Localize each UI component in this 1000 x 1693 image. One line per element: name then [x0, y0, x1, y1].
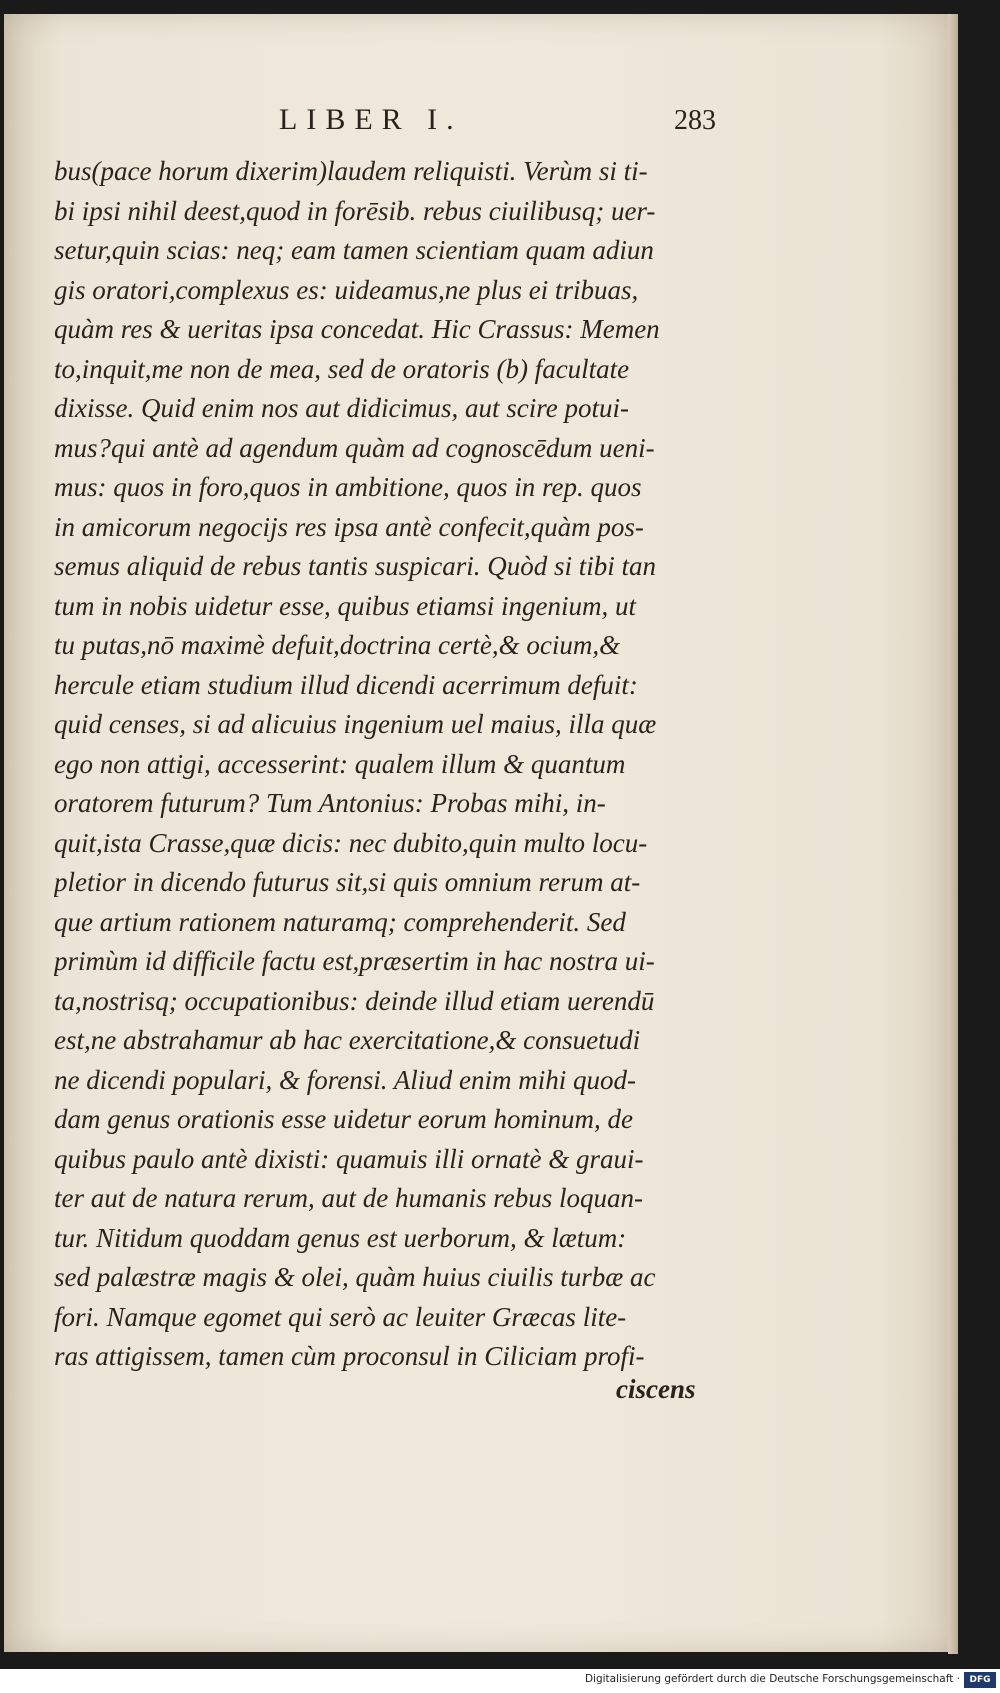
- text-line: setur,quin scias: neq; eam tamen scientiam quam adiun: [54, 235, 654, 265]
- footer-credit: Digitalisierung gefördert durch die Deutsche Forschungsgemeinschaft ·: [584, 1673, 960, 1685]
- text-block: [54, 152, 722, 1377]
- text-line: in amicorum negocijs res ipsa antè confecit,quàm pos-: [54, 511, 644, 542]
- text-line: dixisse. Quid enim nos aut didicimus, aut scire potui-: [54, 393, 629, 423]
- text-line: sed palæstræ magis & olei, quàm huius ciuilis turbæ ac: [54, 1262, 656, 1292]
- text-line: tur. Nitidum quoddam genus est uerborum, & lætum:: [54, 1222, 627, 1253]
- text-line: bi ipsi nihil deest,quod in forēsib. rebus ciuilibusq; uer-: [54, 195, 656, 226]
- text-line: oratorem futurum? Tum Antonius: Probas mihi, in-: [54, 788, 606, 818]
- catchword: ciscens: [616, 1374, 696, 1404]
- text-line: bus(pace horum dixerim)laudem reliquisti. Verùm si ti-: [54, 156, 648, 186]
- text-line: to,inquit,me non de mea, sed de oratoris (b) facultate: [54, 353, 630, 384]
- text-line: quàm res & ueritas ipsa concedat. Hic Crassus: Memen: [54, 314, 660, 344]
- book-page: [4, 14, 952, 1652]
- running-head: [64, 89, 714, 137]
- text-line: ne dicendi populari, & forensi. Aliud enim mihi quod-: [54, 1064, 636, 1095]
- text-line: quid censes, si ad alicuius ingenium uel maius, illa quæ: [54, 709, 657, 739]
- text-line: est,ne abstrahamur ab hac exercitatione,& consuetudi: [54, 1025, 641, 1055]
- text-line: primùm id difficile factu est,præsertim in hac nostra ui-: [54, 946, 655, 976]
- page-edge: [948, 14, 958, 1654]
- text-line: mus?qui antè ad agendum quàm ad cognoscēdum ueni-: [54, 432, 655, 463]
- text-line: mus: quos in foro,quos in ambitione, quos in rep. quos: [54, 472, 642, 502]
- text-line: pletior in dicendo futurus sit,si quis omnium rerum at-: [54, 867, 641, 897]
- text-line: tum in nobis uidetur esse, quibus etiamsi ingenium, ut: [54, 590, 636, 621]
- text-line: semus aliquid de rebus tantis suspicari. Quòd si tibi tan: [54, 551, 657, 581]
- text-line: ras attigissem, tamen cùm proconsul in Ciliciam profi-: [54, 1341, 645, 1371]
- text-line: ter aut de natura rerum, aut de humanis rebus loquan-: [54, 1183, 643, 1213]
- text-line: gis oratori,complexus es: uideamus,ne plus ei tribuas,: [54, 274, 639, 305]
- running-title: LIBER I.: [279, 103, 463, 136]
- text-line: quit,ista Crasse,quæ dicis: nec dubito,quin multo locu-: [54, 827, 648, 858]
- text-line: tu putas,nō maximè defuit,doctrina certè,& ocium,&: [54, 630, 621, 660]
- text-line: que artium rationem naturamq; comprehenderit. Sed: [54, 906, 626, 937]
- dfg-logo: DFG: [964, 1672, 996, 1688]
- text-line: fori. Namque egomet qui serò ac leuiter Græcas lite-: [54, 1301, 627, 1332]
- text-line: quibus paulo antè dixisti: quamuis illi ornatè & graui-: [54, 1143, 644, 1174]
- page-number: 283: [674, 105, 716, 136]
- digitization-footer: [0, 1669, 1000, 1693]
- text-line: ego non attigi, accesserint: qualem illum & quantum: [54, 748, 626, 779]
- text-line: hercule etiam studium illud dicendi acerrimum defuit:: [54, 669, 638, 700]
- text-line: dam genus orationis esse uidetur eorum hominum, de: [54, 1104, 633, 1134]
- text-line: ta,nostrisq; occupationibus: deinde illud etiam uerendū: [54, 985, 655, 1016]
